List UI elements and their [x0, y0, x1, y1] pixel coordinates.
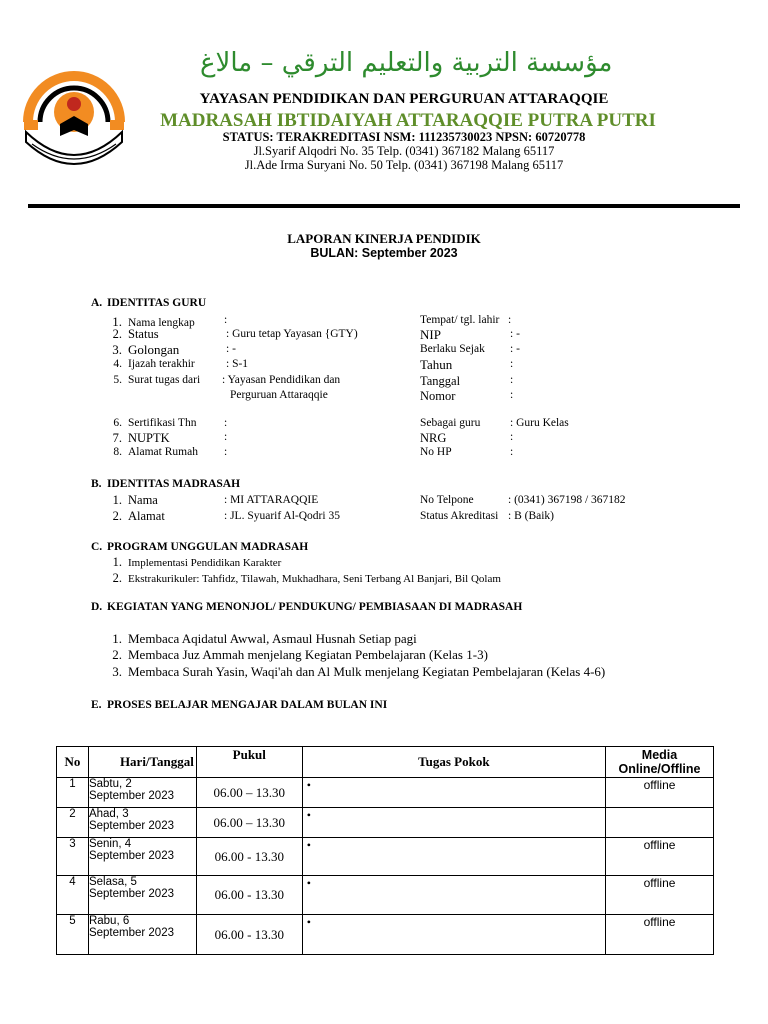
row-media: offline	[606, 838, 714, 876]
field-sertifikasi: 6. Sertifikasi Thn	[113, 417, 197, 429]
section-c-heading: C. PROGRAM UNGGULAN MADRASAH	[91, 541, 309, 553]
field-status-akreditasi: Status Akreditasi	[420, 510, 499, 522]
value-madrasah-alamat: : JL. Syuarif Al-Qodri 35	[224, 510, 340, 522]
value-alamat-rumah: :	[224, 446, 228, 458]
value-tempat-lahir: :	[508, 314, 512, 326]
value-no-telpone: : (0341) 367198 / 367182	[508, 494, 626, 506]
document-month: BULAN: September 2023	[310, 246, 458, 260]
field-status: 2. Status	[112, 327, 159, 341]
value-sebagai-guru: : Guru Kelas	[510, 417, 569, 429]
section-d-heading: D. KEGIATAN YANG MENONJOL/ PENDUKUNG/ PEMBIASAAN DI MADRASAH	[91, 601, 523, 613]
value-berlaku-sejak: : -	[510, 343, 520, 355]
kegiatan-item: 3. Membaca Surah Yasin, Waqi'ah dan Al Mulk menjelang Kegiatan Pembelajaran (Kelas 4-6)	[112, 664, 606, 679]
value-nuptk: :	[224, 431, 228, 443]
field-nomor: Nomor	[420, 389, 456, 403]
row-hari-tanggal: Ahad, 3 September 2023	[88, 808, 196, 838]
field-tanggal: Tanggal	[420, 374, 461, 388]
row-hari-tanggal: Selasa, 5 September 2023	[88, 876, 196, 915]
table-row	[57, 876, 714, 915]
header-no: No	[57, 747, 89, 778]
field-sebagai-guru: Sebagai guru	[420, 417, 481, 429]
field-madrasah-nama: 1. Nama	[112, 493, 158, 507]
value-ijazah: : S-1	[226, 358, 249, 370]
row-tugas-pokok: •	[302, 838, 605, 876]
field-berlaku-sejak: Berlaku Sejak	[420, 343, 485, 355]
section-a-heading: A. IDENTITAS GURU	[91, 297, 207, 309]
table-header-row	[57, 747, 714, 778]
section-b-heading: B. IDENTITAS MADRASAH	[91, 478, 241, 490]
header-divider	[28, 204, 740, 208]
section-e-heading: E. PROSES BELAJAR MENGAJAR DALAM BULAN INI	[91, 699, 388, 711]
header-media: Media Online/Offline	[606, 747, 714, 778]
table-row	[57, 915, 714, 955]
field-no-hp: No HP	[420, 446, 452, 458]
field-nuptk: 7. NUPTK	[112, 431, 170, 445]
row-media: offline	[606, 876, 714, 915]
value-no-hp: :	[510, 446, 514, 458]
header-pukul: Pukul	[196, 747, 302, 778]
field-nama-lengkap: 1. Nama lengkap	[112, 314, 195, 329]
row-tugas-pokok: •	[302, 876, 605, 915]
row-media: offline	[606, 778, 714, 808]
row-pukul: 06.00 – 13.30	[196, 778, 302, 808]
row-pukul: 06.00 - 13.30	[196, 915, 302, 955]
teaching-schedule-table	[56, 746, 714, 955]
row-hari-tanggal: Senin, 4 September 2023	[88, 838, 196, 876]
value-tanggal: :	[510, 374, 514, 386]
value-surat-tugas: : Yayasan Pendidikan dan	[222, 374, 341, 386]
value-sertifikasi: :	[224, 417, 228, 429]
value-nrg: :	[510, 431, 514, 443]
value-madrasah-nama: : MI ATTARAQQIE	[224, 494, 319, 506]
table-row	[57, 808, 714, 838]
accreditation-status: STATUS: TERAKREDITASI NSM: 111235730023 NPSN: 60720778	[222, 130, 586, 144]
row-no: 4	[57, 876, 89, 915]
field-madrasah-alamat: 2. Alamat	[112, 509, 165, 523]
field-tempat-lahir: Tempat/ tgl. lahir	[420, 314, 500, 326]
row-pukul: 06.00 – 13.30	[196, 808, 302, 838]
field-nrg: NRG	[420, 431, 447, 445]
value-golongan: : -	[226, 343, 236, 355]
row-hari-tanggal: Sabtu, 2 September 2023	[88, 778, 196, 808]
table-row	[57, 838, 714, 876]
row-pukul: 06.00 - 13.30	[196, 838, 302, 876]
row-no: 5	[57, 915, 89, 955]
kegiatan-item: 1. Membaca Aqidatul Awwal, Asmaul Husnah Setiap pagi	[112, 631, 417, 646]
row-tugas-pokok: •	[302, 808, 605, 838]
field-nip: NIP	[420, 327, 441, 342]
row-tugas-pokok: •	[302, 778, 605, 808]
field-ijazah: 4. Ijazah terakhir	[113, 358, 195, 370]
row-media: offline	[606, 915, 714, 955]
value-surat-tugas-line2: Perguruan Attaraqqie	[230, 389, 328, 401]
field-no-telpone: No Telpone	[420, 494, 474, 506]
program-item: 2. Ekstrakurikuler: Tahfidz, Tilawah, Mukhadhara, Seni Terbang Al Banjari, Bil Qolam	[112, 571, 501, 585]
value-nip: : -	[510, 328, 520, 340]
row-pukul: 06.00 - 13.30	[196, 876, 302, 915]
value-status: : Guru tetap Yayasan {GTY)	[226, 328, 358, 340]
row-no: 2	[57, 808, 89, 838]
value-nama-lengkap: :	[224, 314, 228, 326]
value-tahun: :	[510, 358, 514, 370]
kegiatan-item: 2. Membaca Juz Ammah menjelang Kegiatan Pembelajaran (Kelas 1-3)	[112, 647, 488, 662]
header-hari-tanggal: Hari/Tanggal	[88, 747, 196, 778]
value-nomor: :	[510, 389, 514, 401]
foundation-name: YAYASAN PENDIDIKAN DAN PERGURUAN ATTARAQQIE	[199, 91, 609, 107]
row-tugas-pokok: •	[302, 915, 605, 955]
address-line-1: Jl.Syarif Alqodri No. 35 Telp. (0341) 367182 Malang 65117	[253, 144, 555, 158]
school-name: MADRASAH IBTIDAIYAH ATTARAQQIE PUTRA PUTRI	[160, 110, 656, 131]
address-line-2: Jl.Ade Irma Suryani No. 50 Telp. (0341) 367198 Malang 65117	[244, 158, 564, 172]
table-row	[57, 778, 714, 808]
field-tahun: Tahun	[420, 357, 453, 372]
row-hari-tanggal: Rabu, 6 September 2023	[88, 915, 196, 955]
header-tugas-pokok: Tugas Pokok	[302, 747, 605, 778]
row-no: 3	[57, 838, 89, 876]
field-golongan: 3. Golongan	[112, 342, 180, 357]
row-media	[606, 808, 714, 838]
value-status-akreditasi: : B (Baik)	[508, 510, 554, 522]
field-surat-tugas: 5. Surat tugas dari	[113, 374, 201, 386]
document-title: LAPORAN KINERJA PENDIDIK	[287, 231, 481, 246]
arabic-name: مؤسسة التربية والتعليم الترقي – مالاغ	[200, 48, 613, 78]
field-alamat-rumah: 8. Alamat Rumah	[113, 446, 198, 458]
row-no: 1	[57, 778, 89, 808]
program-item: 1. Implementasi Pendidikan Karakter	[112, 555, 282, 569]
